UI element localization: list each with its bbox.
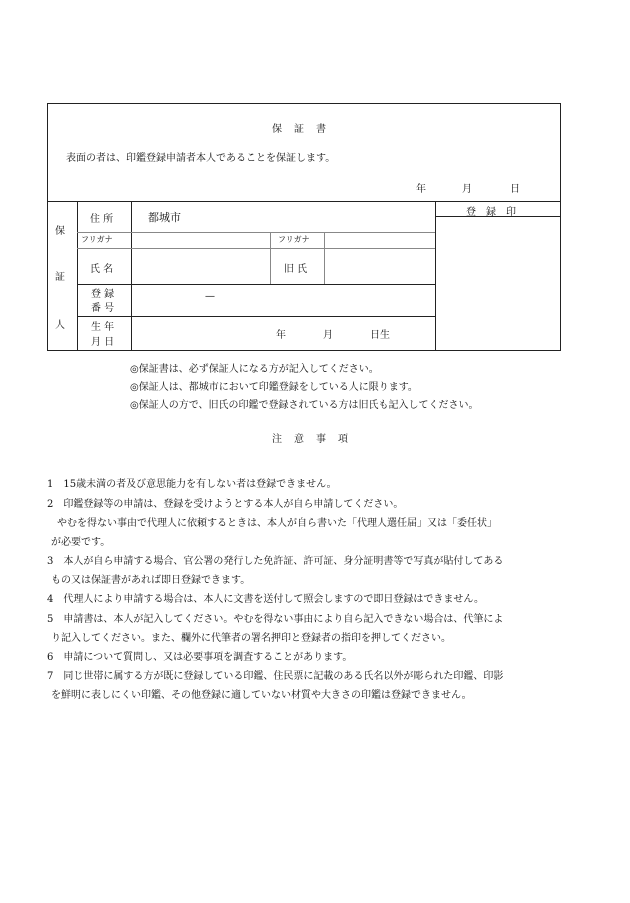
label-column-line bbox=[131, 201, 132, 351]
seal-column-line bbox=[435, 201, 436, 351]
date-day-label: 日 bbox=[510, 184, 520, 195]
table-top-line bbox=[47, 201, 561, 202]
note-line: もの又は保証書があれば即日登録できます。 bbox=[51, 575, 251, 586]
address-value: 都城市 bbox=[148, 211, 181, 224]
birth-day-label: 日生 bbox=[370, 330, 390, 341]
reg-label-1: 登 録 bbox=[91, 289, 115, 300]
address-bottom-line bbox=[77, 232, 435, 233]
certificate-title: 保 証 書 bbox=[272, 124, 327, 135]
reg-bottom-line bbox=[77, 316, 435, 317]
reg-label-2: 番 号 bbox=[91, 303, 115, 314]
note-line: 4 代理人により申請する場合は、本人に文書を送付して照会しますので即日登録はできません。 bbox=[47, 594, 484, 605]
furigana-bottom-line bbox=[77, 248, 435, 249]
certificate-statement: 表面の者は、印鑑登録申請者本人であることを保証します。 bbox=[66, 153, 336, 164]
furigana-old-label: フリガナ bbox=[278, 235, 310, 244]
date-month-label: 月 bbox=[462, 184, 472, 195]
side-label-sho: 証 bbox=[55, 272, 65, 283]
note-line: 7 同じ世帯に属する方が既に登録している印鑑、住民票に記載のある氏名以外が彫られた印鑑、印影 bbox=[47, 671, 504, 682]
note-line: 1 15歳未満の者及び意思能力を有しない者は登録できません。 bbox=[47, 479, 337, 490]
name-label: 氏 名 bbox=[90, 264, 114, 275]
name-bottom-line bbox=[77, 284, 435, 285]
side-label-ho: 保 bbox=[55, 226, 65, 237]
birth-year-label: 年 bbox=[276, 330, 286, 341]
remark-line: ◎保証人は、都城市において印鑑登録をしている人に限ります。 bbox=[130, 382, 418, 393]
notes-title: 注 意 事 項 bbox=[272, 434, 349, 445]
note-line: 2 印鑑登録等の申請は、登録を受けようとする本人が自ら申請してください。 bbox=[47, 499, 404, 510]
note-line: が必要です。 bbox=[51, 537, 111, 548]
note-line: 5 申請書は、本人が記入してください。やむを得ない事由により自ら記入できない場合は、代筆によ bbox=[47, 614, 504, 625]
old-name-label: 旧 氏 bbox=[284, 264, 308, 275]
side-label-nin: 人 bbox=[55, 320, 65, 331]
side-column-line bbox=[77, 201, 78, 351]
seal-label: 登 録 印 bbox=[466, 207, 516, 218]
note-line: 3 本人が自ら申請する場合、官公署の発行した免許証、許可証、身分証明書等で写真が貼付してある bbox=[47, 556, 504, 567]
furigana-label: フリガナ bbox=[81, 235, 113, 244]
remark-line: ◎保証人の方で、旧氏の印鑑で登録されている方は旧氏も記入してください。 bbox=[130, 400, 479, 411]
date-year-label: 年 bbox=[416, 184, 426, 195]
reg-value: — bbox=[205, 291, 215, 302]
birth-label-1: 生 年 bbox=[91, 322, 115, 333]
birth-label-2: 月 日 bbox=[91, 337, 115, 348]
address-label: 住 所 bbox=[90, 214, 114, 225]
remark-line: ◎保証書は、必ず保証人になる方が記入してください。 bbox=[130, 364, 379, 375]
note-line: 6 申請について質問し、又は必要事項を調査することがあります。 bbox=[47, 652, 353, 663]
note-line: やむを得ない事由で代理人に依頼するときは、本人が自ら書いた「代理人選任届」又は「委任状」 bbox=[47, 518, 497, 529]
old-name-divider-line bbox=[270, 232, 271, 284]
note-line: を鮮明に表しにくい印鑑、その他登録に適していない材質や大きさの印鑑は登録できません。 bbox=[51, 690, 472, 701]
certificate-frame bbox=[47, 103, 561, 351]
birth-month-label: 月 bbox=[323, 330, 333, 341]
old-name-label-line bbox=[324, 232, 325, 284]
note-line: り記入してください。また、欄外に代筆者の署名押印と登録者の指印を押してください。 bbox=[51, 633, 451, 644]
